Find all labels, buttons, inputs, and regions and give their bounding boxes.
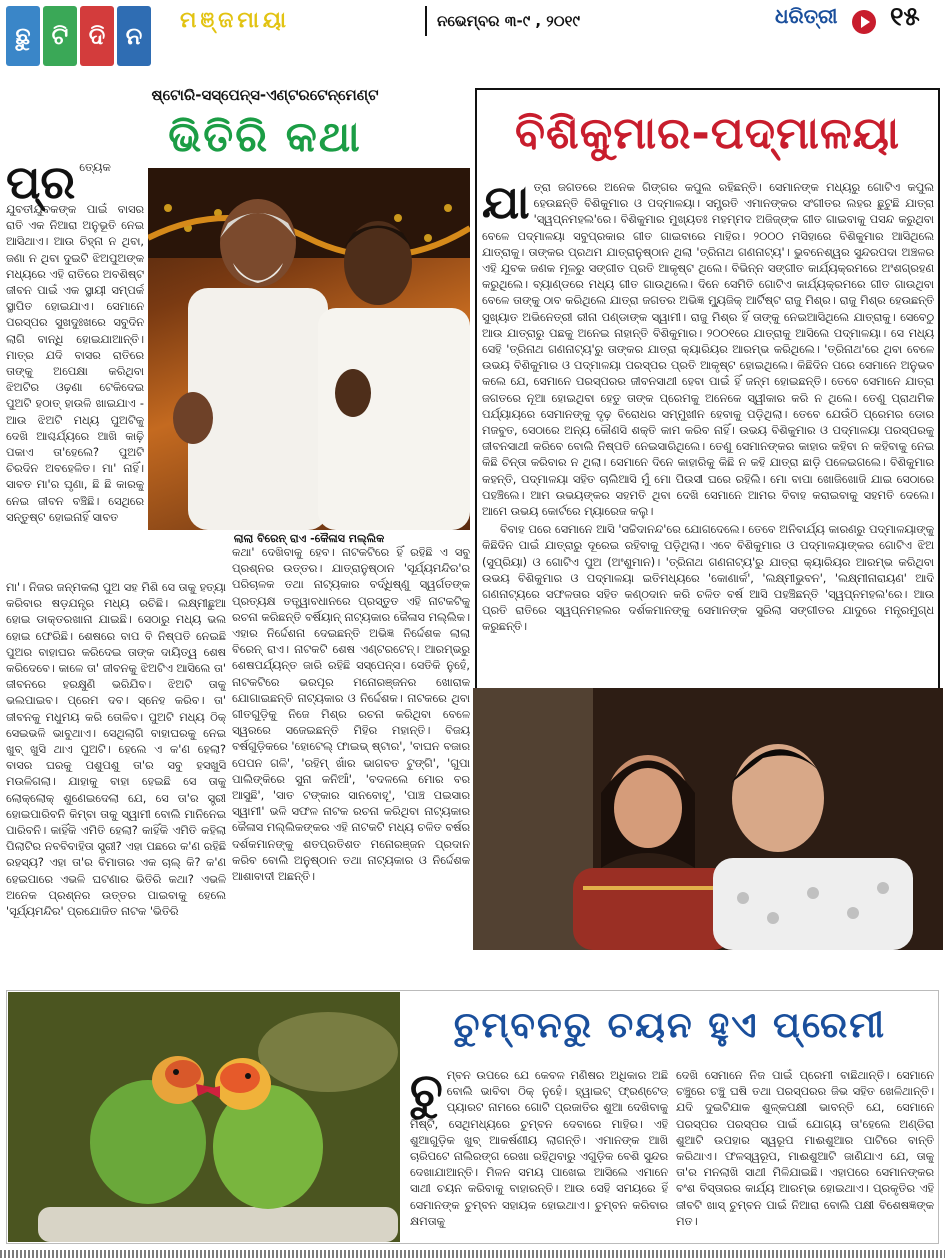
story-column <box>410 1068 668 1244</box>
story-text: ତ୍ରା ଜଗତରେ ଅନେକ ଗିଙ୍ଗର କପୁଲ ରହିଛନ୍ତି। ସେମାନଙ୍କ ମଧ୍ୟରୁ ଗୋଟିଏ କପୁଲ ହେଉଛନ୍ତି ବିଶିକୁମାର ଓ ପଦ୍ମାଳୟା। ସମ୍ପ୍ରତି ଏମାନଙ୍କର ସଂଗୀତର ଲହର ଛୁଟୁଛି ଯାତ୍ରା 'ସ୍ୱପ୍ନମହଲ'ରେ। ବିଶିକୁମାର ମୁଖ୍ୟତଃ ମହମ୍ମଦ ଅଜିଜ୍‌ଙ୍କ ଗୀତ ଗାଇବାକୁ ପସନ୍ଦ କରୁଥିବା ବେଳେ ପଦ୍ମାଳୟା ସବୁପ୍ରକାର ଗୀତ ଗାଇବାରେ ମାହିର। ୨୦୦୦ ମସିହାରେ ବିଶିକୁମାର ଆସିଥିଲେ ଯାତ୍ରାକୁ। ତାଙ୍କର ପ୍ରଥମ ଯାତ୍ରାନୁଷ୍ଠାନ ଥିଲା 'ତ୍ରିନାଥ ଗଣନାଟ୍ୟ'। ଭୁବନେଶ୍ୱର ସୁନ୍ଦରପଦା ଅଞ୍ଚଳର ଏହି ଯୁବକ ଜଣକ ମୂଳରୁ ସଙ୍ଗୀତ ପ୍ରତି ଆକୃଷ୍ଟ ଥିଲେ। ବିଭିନ୍ନ ସଙ୍ଗୀତ କାର୍ଯ୍ୟକ୍ରମରେ ଅଂଶଗ୍ରହଣ କରୁଥିଲେ। ବ୍ୟାଣ୍ଡରେ ମଧ୍ୟ ଗୀତ ଗାଉଥିଲେ। ଦିନେ ସେମିତି ଗୋଟିଏ କାର୍ଯ୍ୟକ୍ରମରେ ଗୀତ ଗାଉଥିବା ବେଳେ ତାଙ୍କୁ ଠାବ କରିଥିଲେ ଯାତ୍ରା ଜଗତର ଅଭିଜ୍ଞ ମ୍ୟୁଜିକ୍‌ ଆର୍ଟିଷ୍ଟ ରାଜୁ ମିଶ୍ର। ରାଜୁ ମିଶ୍ର ହେଉଛନ୍ତି ସୁଖ୍ୟାତ ଅଭିନେତ୍ରୀ ରୀନା ପଣ୍ଡାଙ୍କ ସ୍ୱାମୀ। ରାଜୁ ମିଶ୍ର ହିଁ ତାଙ୍କୁ ନେଇଆସିଥିଲେ ଯାତ୍ରାକୁ। ସେବେଠୁ ଆଉ ଯାତ୍ରାରୁ ପଛକୁ ଅନେଇ ନାହାନ୍ତି ବିଶିକୁମାର। ୨୦୦୧ରେ ଯାତ୍ରାକୁ ଆସିଲେ ପଦ୍ମାଳୟା। ସେ ମଧ୍ୟ ସେହି 'ତ୍ରିନାଥ ଗଣନାଟ୍ୟ'ରୁ ତାଙ୍କର ଯାତ୍ରା କ୍ୟାରିୟର ଆରମ୍ଭ କରିଥିଲେ। 'ତ୍ରିନାଥ'ରେ ଥିବା ବେଳେ ଉଭୟ ବିଶିକୁମାର ଓ ପଦ୍ମାଳୟା ପରସ୍ପର ପ୍ରତି ଆକୃଷ୍ଟ ହୋଇଥିଲେ। କିଛିଦିନ ପରେ ସେମାନେ ଅନୁଭବ କଲେ ଯେ, ସେମାନେ ପରସ୍ପରର ଜୀବନସାଥୀ ହେବା ପାଇଁ ହିଁ ଜନ୍ମ ହୋଇଛନ୍ତି। ତେବେ ସେମାନେ ଯାତ୍ରା ଜଗତରେ ନୂଆ ହୋଇଥିବା ହେତୁ ତାଙ୍କ ପ୍ରେମକୁ ଅନେକେ ସ୍ୱୀକାର କରି ନ ଥିଲେ। ତେଣୁ ପ୍ରାଥମିକ ପର୍ଯ୍ୟାୟରେ ସେମାନଙ୍କୁ ଦୃଢ଼ ବିରୋଧର ସମ୍ମୁଖୀନ ହେବାକୁ ପଡ଼ିଥିଲା। ତେବେ ଯେଉଁଠି ପ୍ରେମର ଡୋର ମଜବୁତ, ସେଠାରେ ଅନ୍ୟ କୌଣସି ଶକ୍ତି କାମ କରିବ ନାହିଁ। ଉଭୟ ବିଶିକୁମାର ଓ ପଦ୍ମାଳୟା ପରସ୍ପରକୁ ଜୀବନସାଥୀ କରିବେ ବୋଲି ନିଷ୍ପତି ନେଇସାରିଥିଲେ। ତେଣୁ ସେମାନଙ୍କର କାହାର କହିବା ନ କହିବାକୁ ନେଇ କିଛି ଚିନ୍ତା କରିବାର ନ ଥିଲା। ସେମାନେ ଦିନେ କାହାରିକୁ କିଛି ନ କହି ଯାତ୍ରା ଛାଡ଼ି ପଳେଇଗଲେ। ବିଶିକୁମାର କହନ୍ତି, ପଦ୍ମାଳୟା ସହିତ ଚାଲିଆସି ମୁଁ ମୋ ପିଉସୀ ଘରେ ରହିଲି। ମୋ ବାପା ଖୋଜିଖୋଜି ଯାଇ ସେଠାରେ ପହଞ୍ଚିଲେ। ଆମ ଉଭୟଙ୍କର ସହମତି ଥିବା ଦେଖି ସେମାନେ ଆମର ବିବାହ କରାଇବାକୁ ସହମତି ଦେଲେ। ଆମେ ଉଭୟ କୋର୍ଟରେ ମ୍ୟାରେଜ କଲୁ। <box>482 181 934 519</box>
drop-cap: ଯା <box>482 180 530 229</box>
story-column <box>232 545 470 955</box>
story-headline: ଭିତିରି କଥା <box>168 112 362 161</box>
page-number: ୧୫ <box>890 2 920 32</box>
page-footer-rule <box>0 1250 945 1258</box>
photo-lala-biren-kailash <box>148 168 470 530</box>
newspaper-logo: ଧରିତ୍ରୀ <box>775 4 838 28</box>
story-text: ମା'। ନିଜର ଜନ୍ମକଲା ପୁଅ ସହ ମିଶି ସେ ତାକୁ ହତ୍ୟା କରିବାର ଷଡ଼ଯନ୍ତ୍ର ମଧ୍ୟ ରଚିଛି। ଲକ୍ଷ୍ମୀଛୁଆ ହୋଇ ଡାକ୍ତରଖାନା ଯାଇଛି। ସେଠାରୁ ମଧ୍ୟ ଭଲ ହୋଇ ଫେରିଛି। ଶେଷରେ ବାପ ବି ନିଷ୍ପତି ନେଇଛି ପୁଅର ବାହାଘର କରିଦେଇ ତାଙ୍କ ଦାୟିତ୍ୱ ଶେଷ କରିଦେବେ। କାଳେ ତା' ଜୀବନକୁ ଝିଅଟିଏ ଆସିଲେ ତା' ଜୀବନରେ ହରକ୍ଷୁଣି ଭରିଯିବ। ଝିଅଟି ତାକୁ ଭଲପାଇବ। ପ୍ରେମ ଦବ। ସ୍ନେହ କରିବ। ତା' ଜୀବନକୁ ମଧୁମୟ କରି ତୋଳିବ। ପୁଅଟି ମଧ୍ୟ ଠିକ୍‌ ସେଇଭଳି ଭାବୁଥାଏ। ସେଥିଲାଗି ବାହାଘରକୁ ନେଇ ଖୁବ୍‌ ଖୁସି ଥାଏ ପୁଅଟି। ହେଲେ ଏ କ'ଣ ହେଲା? ବାସର ଘରକୁ ପଶୁପଶୁ ତା'ର ସବୁ ହସଖୁସି ମଉଳିଗଲା। ଯାହାକୁ ବାହା ହେଇଛି ସେ ତାକୁ ଲୋକ୍‌ଲୋକ୍‌ ଶୁଣେଇଦେଲା ଯେ, ସେ ତା'ର ସ୍ତ୍ରୀ ହୋଇପାରିବନି କିମ୍ବା ତାକୁ ସ୍ୱାମୀ ବୋଲି ମାନିନେଇ ପାରିବନି। କାହିଁକି ଏମିତି ହେଲା? କାହିଁକି ଏମିତି କହିଲା ପିଲାଟିର ନବବିବାହିତା ସ୍ତ୍ରୀ? ଏହା ପଛରେ କ'ଣ ରହିଛି ରହସ୍ୟ? ଏହା ତା'ର ବିମାତାର ଏକ ଚାଲ୍‌ କି? କ'ଣ ହେଇପାରେ ଏଭଳି ଘଟଣାର ଭିତିରି କଥା? ଏଭଳି ଅନେକ ପ୍ରଶ୍ନର ଉତ୍ତର ପାଇବାକୁ ହେଲେ 'ସୂର୍ଯ୍ୟମନ୍ଦିର' ପ୍ରଯୋଜିତ ନାଟକ 'ଭିତିରି <box>6 581 226 919</box>
story-kicker: ଷ୍ଟୋରି-ସସ୍‌ପେନ୍‌ସ-ଏଣ୍ଟରଟେନ୍‌ମେଣ୍ଟ <box>151 86 379 104</box>
section-logo: ମଞ୍ଜମାୟା <box>180 8 291 33</box>
story-text: ତ୍ୟେକ ଯୁବତୀଯୁବକଙ୍କ ପାଇଁ ବାସର ରାତି ଏକ ନିଆରା ଅନୁଭୂତି ନେଇ ଆସିଥାଏ। ଆଉ ଚିହ୍ନା ନ ଥିବା, ଜଣା ନ ଥିବା ଦୁଇଟି ଝିଅପୁଅଙ୍କ ମଧ୍ୟରେ ଏହି ରାତିରେ ଅବଶିଷ୍ଟ ଜୀବନ ପାଇଁ ଏକ ସ୍ଥାୟୀ ସମ୍ପର୍କ ସ୍ଥାପିତ ହୋଇଯାଏ। ସେମାନେ ପରସ୍ପର ସୁଖଦୁଃଖରେ ସବୁଦିନ ଲାଗି ବାନ୍ଧି ହୋଇଯାଆନ୍ତି। ମାତ୍ର ଯଦି ବାସର ରାତିରେ ତାଙ୍କୁ ଅପେକ୍ଷା କରିଥିବା ଝିଅଟିର ଓଢ଼ଣା ଟେକିଦେଇ ପୁଅଟି ହଠାତ୍‌ ହାଉଳି ଖାଇଯାଏ - ଆଉ ଝିଅଟି ମଧ୍ୟ ପୁଅଟିକୁ ଦେଖି ଆଶ୍ଚର୍ଯ୍ୟରେ ଆଖି କାଢ଼ି ପକାଏ ତା'ହେଲେ? ପୁଅଟି ଚିରଦିନ ଅବହେଳିତ। ମା' ନାହିଁ। ସାବତ ମା'ର ଘୃଣା, ଛି ଛି କାରକୁ ନେଇ ଜୀବନ ବଞ୍ଚିଛି। ସେଥିରେ ସନ୍ତୁଷ୍ଟ ହୋଇନାହିଁ ସାବତ <box>6 161 144 524</box>
issue-date: ନଭେମ୍ବର ୩-୯ , ୨୦୧୯ <box>425 6 755 36</box>
drop-cap: ଚୁ <box>410 1068 443 1117</box>
story-headline: ବିଶିକୁମାର-ପଦ୍ମାଳୟା <box>514 108 901 159</box>
portrait-photo <box>148 168 470 530</box>
brand-letter: ଟି <box>43 6 77 66</box>
brand-letter: ନ <box>117 6 151 66</box>
story-column <box>482 180 934 682</box>
story-text: ମ୍ବନ ଉପରେ ଯେ କେବଳ ମଣିଷର ଅଧିକାର ଅଛି ବୋଲି ଭାବିବା ଠିକ୍‌ ନୁହେଁ। ହ୍ୱାଇଟ୍‌ ଫ୍ରଣ୍ଟେଡ୍‌ ପ୍ୟାରଟ ନାମରେ ଗୋଟି ପ୍ରଜାତିର ଶୁଆ ଦେଖିବାକୁ ମିଷ୍ଟି, ସେଥିମଧ୍ୟରେ ଚୁମ୍ବନ ଦେବାରେ ମାହିର। ଏହି ଶୁଆଗୁଡ଼ିକ ଖୁବ୍‌ ଆକର୍ଷଣୀୟ ଲାଗନ୍ତି। ଏମାନଙ୍କ ଆଖି ଚାରିପଟେ ନାଲିରଙ୍ଗ ରେଖା ରହିଥିବାରୁ ଏଗୁଡ଼ିକ ବେଶି ସୁନ୍ଦର ଦେଖାଯାଆନ୍ତି। ମିଳନ ସମୟ ପାଖେଇ ଆସିଲେ ଏମାନେ ସାଥୀ ଚୟନ କରିବାକୁ ବାହାରନ୍ତି। ଆଉ ସେହି ସମୟରେ ହିଁ ସେମାନଙ୍କ ଚୁମ୍ବନ ସହାୟକ ହୋଇଥାଏ। ଚୁମ୍ବନ କରିବାର କ୍ଷମତାକୁ <box>410 1069 668 1228</box>
story-text: କଥା' ଦେଖିବାକୁ ହେବ। ନାଟକଟିରେ ହିଁ ରହିଛି ଏ ସବୁ ପ୍ରଶ୍ନର ଉତ୍ତର। ଯାତ୍ରାନୁଷ୍ଠାନ 'ସୂର୍ଯ୍ୟମନ୍ଦିର'ର ପରିଚାଳକ ତଥା ନାଟ୍ୟକାର ବର୍ଦ୍ଧିଷ୍ଣୁ ସ୍ୱର୍ଗତଙ୍କ ପ୍ରତ୍ୟକ୍ଷ ତତ୍ତ୍ୱାବଧାନରେ ପ୍ରସ୍ତୁତ ଏହି ନାଟକଟିକୁ ରଚନା କରିଛନ୍ତି ବର୍ଷିୟାନ୍‌ ନାଟ୍ୟକାର କୈଳାସ ମଲ୍ଲିକ। ଏହାର ନିର୍ଦ୍ଦେଶନା ଦେଇଛନ୍ତି ଅଭିଜ୍ଞ ନିର୍ଦ୍ଦେଶକ ଲାଲା ବିରେନ୍‌ ରାଏ। ନାଟକଟି ଶେଷ ଏଣ୍ଟରଟେନ୍‌। ଆରମ୍ଭରୁ ଶେଷପର୍ଯ୍ୟନ୍ତ ଜାରି ରହିଛି ସସ୍‌ପେନ୍ସ। ସେତିକି ନୁହେଁ, ନାଟକଟିରେ ଭରପୂର ମନୋରଞ୍ଜନର ଖୋରାକ ଯୋଗାଇଛନ୍ତି ନାଟ୍ୟକାର ଓ ନିର୍ଦ୍ଦେଶକ। ନାଟକରେ ଥିବା ଗୀତଗୁଡ଼ିକୁ ନିଜେ ମିଶ୍ର ରଚନା କରିଥିବା ବେଳେ ସ୍ୱରରେ ସଜେଇଛନ୍ତି ମିହିର ମହାନ୍ତି। ବିଜୟ ବର୍ଷଗୁଡ଼ିକରେ 'ହୋଟେଲ୍‌ ଫାଇଭ୍‌ ଷ୍ଟାର', 'ବାଘନ ବଜାର ପେପନ ଗଳି', 'ରହିମ୍‌ ଖାଁର ଭାଗବତ ଟୁଙ୍ଗି', 'ଗୁପା ପାଲିଙ୍କିରେ ସୁନା କନିଆଁ', 'ବଦଳଲେ ମୋର ବର ଆସୁଛି', 'ସାତ ଟଙ୍କାର ସାନବୋହୂ', 'ପାଞ୍ଚ ପଇସାର ସ୍ୱାମୀ' ଭଳି ସଫଳ ନାଟକ ରଚନା କରିଥିବା ନାଟ୍ୟକାର କୈଳାସ ମଲ୍ଲିକଙ୍କର ଏହି ନାଟକଟି ମଧ୍ୟ ଚଳିତ ବର୍ଷର ଦର୍ଶକମାନଙ୍କୁ ଶତପ୍ରତିଶତ ମନୋରଞ୍ଜନ ପ୍ରଦାନ କରିବ ବୋଲି ଅନୁଷ୍ଠାନ ତଥା ନାଟ୍ୟକାର ଓ ନିର୍ଦ୍ଦେଶକ ଆଶାବାଦୀ ଅଛନ୍ତି। <box>232 546 470 884</box>
couple-photo <box>473 688 943 950</box>
story-headline: ଚୁମ୍ବନରୁ ଚୟନ ହୁଏ ପ୍ରେମୀ <box>453 1005 887 1046</box>
story-paragraph: ବିବାହ ପରେ ସେମାନେ ଆସି 'ସଚ୍ଚିଦାନନ୍ଦ'ରେ ଯୋଗଦେଲେ। ତେବେ ଅନିବାର୍ଯ୍ୟ କାରଣରୁ ପଦ୍ମାଳୟାଙ୍କୁ କିଛିଦିନ ପାଇଁ ଯାତ୍ରାରୁ ଦୂରେଇ ରହିବାକୁ ପଡ଼ିଥିଲା। ଏବେ ବିଶିକୁମାର ଓ ପଦ୍ମାଳୟାଙ୍କର ଗୋଟିଏ ଝିଅ (ସୁପ୍ରିୟା) ଓ ଗୋଟିଏ ପୁଅ (ଅଂଶୁମାନ)। 'ତ୍ରିନାଥ ଗଣନାଟ୍ୟ'ରୁ ଯାତ୍ରା କ୍ୟାରିୟର ଆରମ୍ଭ କରିଥିବା ଉଭୟ ବିଶିକୁମାର ଓ ପଦ୍ମାଳୟା ଇତିମଧ୍ୟରେ 'କୋଣାର୍କ', 'ଲକ୍ଷ୍ମୀଭୁବନ', 'ଲକ୍ଷ୍ମୀନାରାୟଣ' ଆଦି ଗଣନାଟ୍ୟରେ ସଫଳତାର ସହିତ କଣ୍ଠଦାନ କରି ଚଳିତ ବର୍ଷ ଆସି ପହଞ୍ଚିଛନ୍ତି 'ସ୍ୱପ୍ନମହଲ'ରେ। ଆଉ ପ୍ରତି ରାତିରେ ସ୍ୱପ୍ନମହଲର ଦର୍ଶକମାନଙ୍କୁ ସେମାନଙ୍କ ସୁରିଲା ସଙ୍ଗୀତର ଯାଦୁରେ ମନ୍ତ୍ରମୁଗ୍ଧ କରୁଛନ୍ତି। <box>482 523 934 634</box>
story-column <box>676 1068 934 1244</box>
section-brand-logo <box>6 6 151 66</box>
masthead <box>0 0 945 72</box>
drop-cap: ପ୍ର <box>6 160 76 209</box>
photo-singers-couple <box>473 688 943 950</box>
story-text: ଦେଖି ସେମାନେ ନିଜ ପାଇଁ ପ୍ରେମୀ ବାଛିଥାନ୍ତି। ସେମାନେ ଚଞ୍ଚୁରେ ଚଞ୍ଚୁ ଘଷି ତଥା ପରସ୍ପରର ଜିଭ ସହିତ ଖେଳିଥାନ୍ତି। ଯଦି ଦୁଇଟିଯାକ ଶୁଳ୍କପକ୍ଷୀ ଭାବନ୍ତି ଯେ, ସେମାନେ ପରସ୍ପର ପରସ୍ପର ପାଇଁ ଯୋଗ୍ୟ ତା'ହେଲେ ଅଣ୍ଡିରା ଶୁଆଟି ଉପହାର ସ୍ୱରୂପ ମାଈଶୁଆର ପାଟିରେ ବାନ୍ତି କରିଥାଏ। ଫଳସ୍ୱରୂପ, ମାଈଶୁଆଟି ଜାଣିଯାଏ ଯେ, ତାକୁ ତା'ର ମନଲାଖି ସାଥୀ ମିଳିଯାଇଛି। ଏହାପରେ ସେମାନଙ୍କର ବଂଶ ବିସ୍ତାରର କାର୍ଯ୍ୟ ଆରମ୍ଭ ହୋଇଥାଏ। ପ୍ରକୃତିର ଏହି ଜୀବଟି ଖାସ୍‌ ଚୁମ୍ବନ ପାଇଁ ନିଆରା ବୋଲି ପକ୍ଷୀ ବିଶେଷଜ୍ଞଙ୍କ ମତ। <box>676 1069 934 1228</box>
lovebirds-photo <box>8 992 400 1242</box>
photo-caption: ଲାଲା ବିରେନ୍‌ ରାଏ -କୈଳାସ ମଲ୍ଲିକ <box>233 532 385 545</box>
story-column <box>6 160 144 578</box>
play-icon <box>852 10 876 34</box>
photo-lovebirds <box>8 992 400 1242</box>
story-column <box>6 580 226 955</box>
brand-letter: ଛୁ <box>6 6 40 66</box>
brand-letter: ଦି <box>80 6 114 66</box>
